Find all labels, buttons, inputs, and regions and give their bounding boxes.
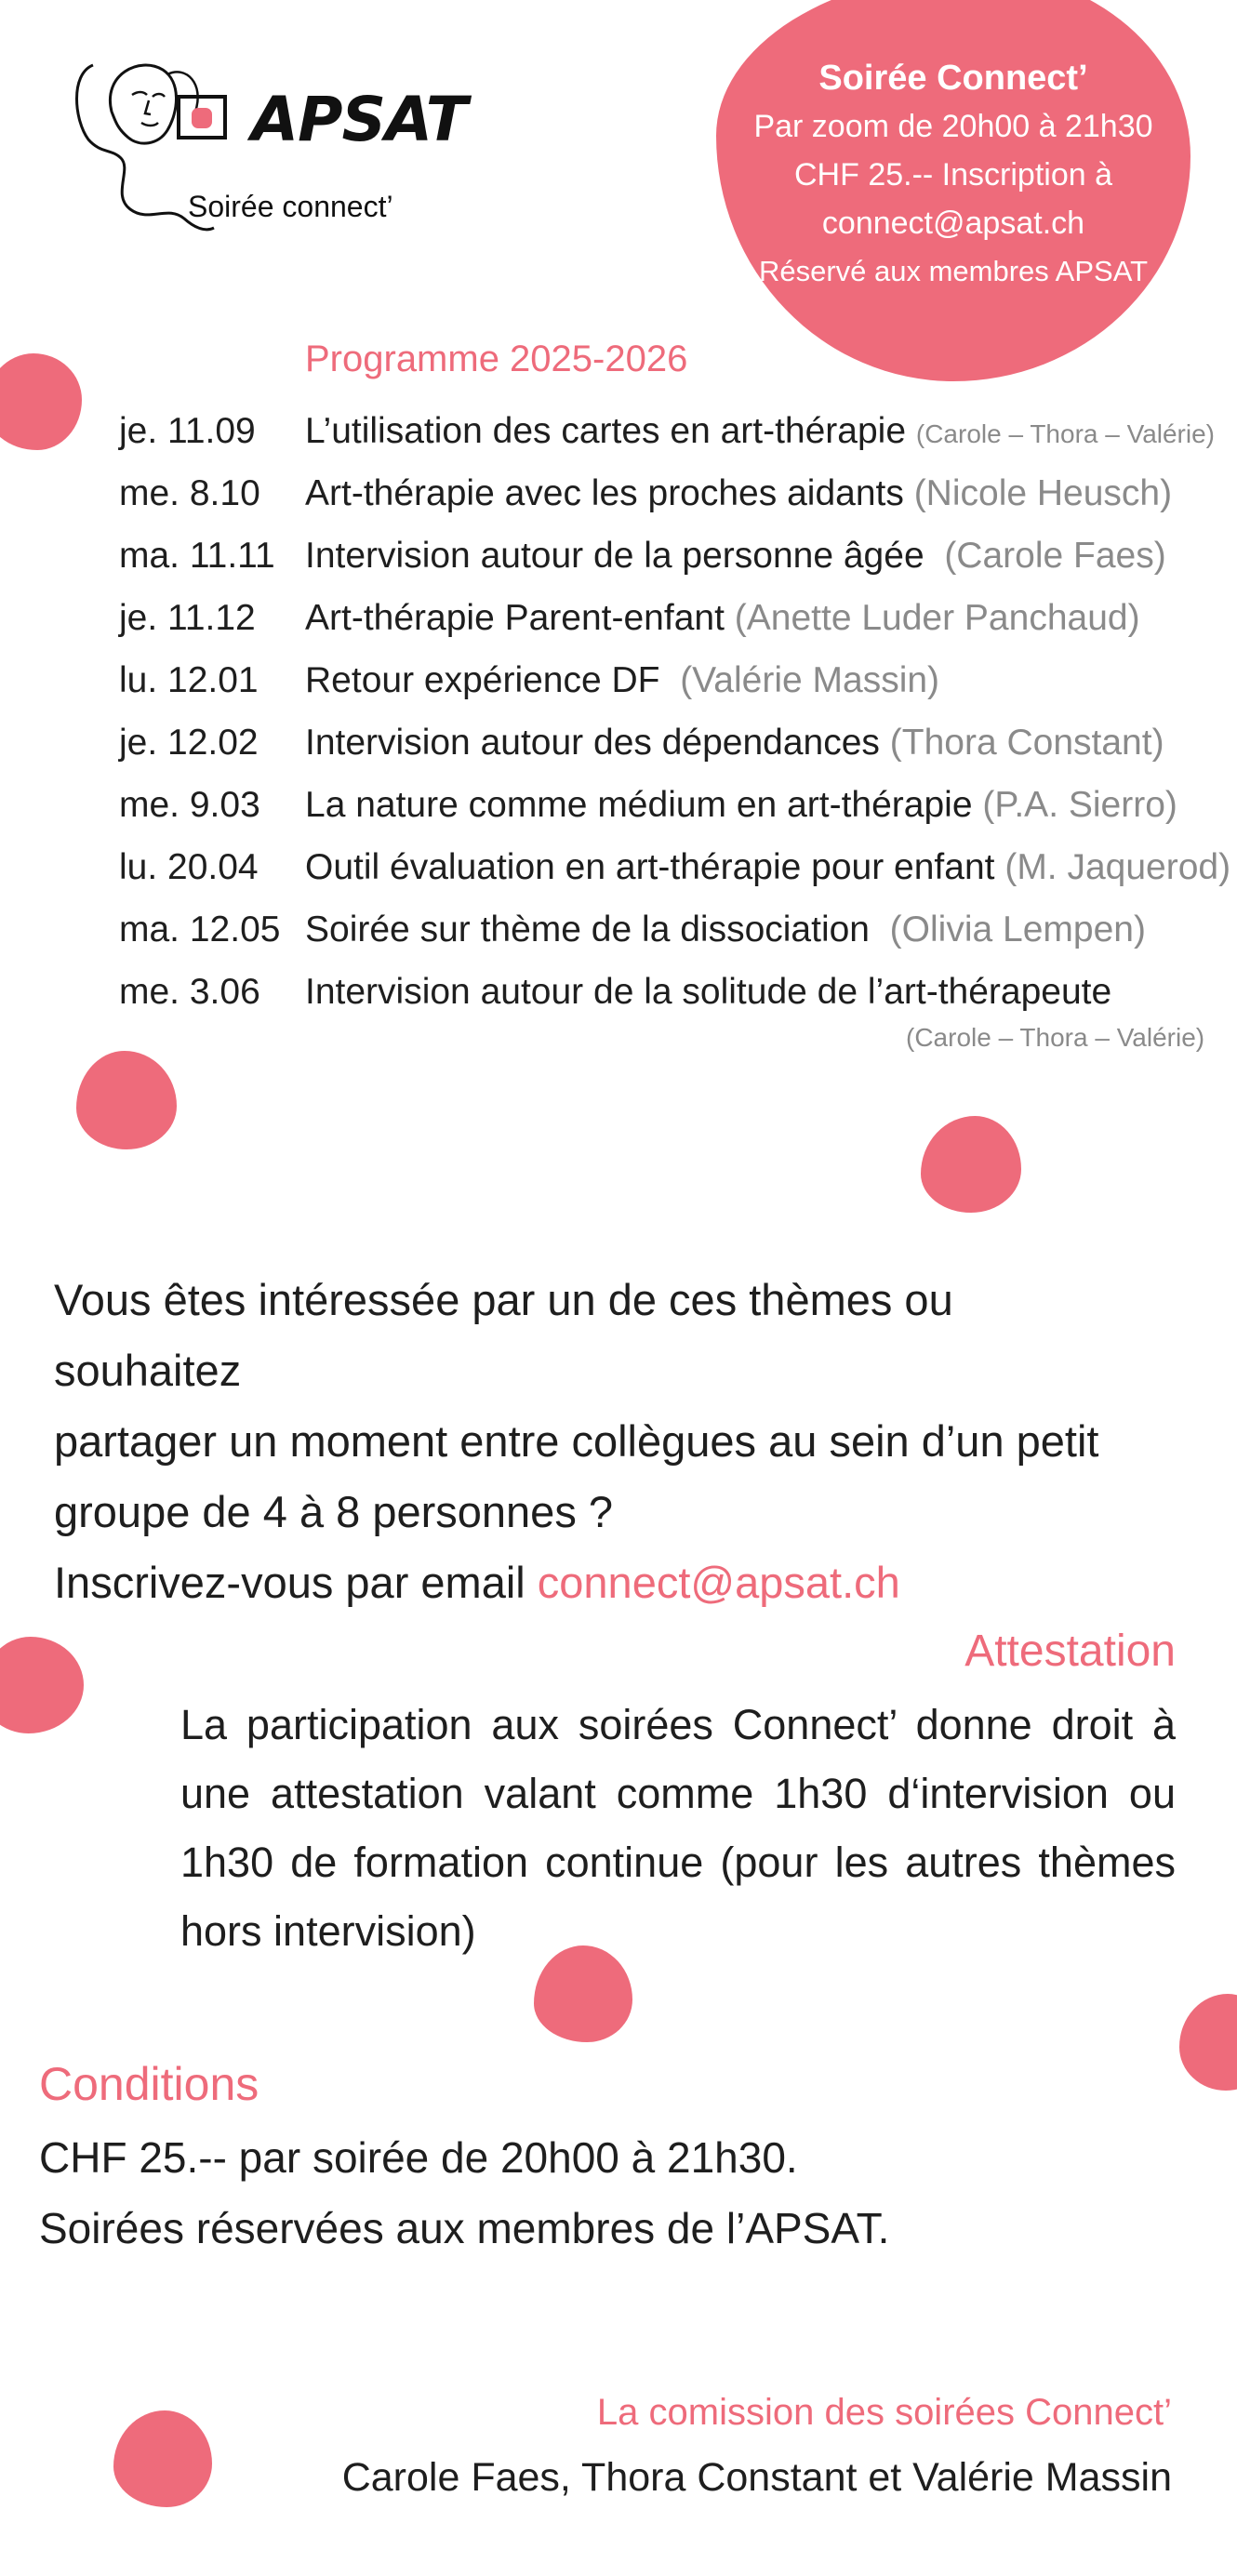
- conditions-line: CHF 25.-- par soirée de 20h00 à 21h30.: [39, 2133, 798, 2182]
- program-row: [119, 400, 1217, 462]
- invitation-text: [54, 1265, 1151, 1618]
- program-topic: Outil évaluation en art-thérapie pour enfant (M. Jaquerod): [305, 847, 1231, 887]
- commission-names: Carole Faes, Thora Constant et Valérie Massin: [341, 2455, 1172, 2500]
- program-row: [119, 961, 1217, 1023]
- program-date: me. 3.06: [119, 972, 260, 1012]
- conditions-body: [39, 2122, 889, 2264]
- program-speaker: (Carole – Thora – Valérie): [915, 419, 1216, 448]
- program-topic: L’utilisation des cartes en art-thérapie (Carole – Thora – Valérie): [305, 411, 1216, 451]
- program-speaker: (Valérie Massin): [680, 660, 940, 700]
- program-row: [119, 836, 1231, 898]
- program-row: [119, 898, 1217, 961]
- program-topic: Art-thérapie avec les proches aidants (Nicole Heusch): [305, 473, 1173, 513]
- program-date: lu. 20.04: [119, 847, 259, 887]
- invite-line: Vous êtes intéressée par un de ces thèmes ou souhaitez: [54, 1275, 953, 1395]
- program-topic: La nature comme médium en art-thérapie (P.A. Sierro): [305, 785, 1177, 825]
- program-speaker: (Anette Luder Panchaud): [734, 598, 1140, 638]
- decor-blob-7: [113, 2410, 212, 2507]
- program-date: ma. 12.05: [119, 910, 281, 949]
- program-date: je. 11.09: [119, 411, 256, 451]
- conditions-line: Soirées réservées aux membres de l’APSAT.: [39, 2204, 890, 2252]
- program-date: ma. 11.11: [119, 536, 275, 576]
- attestation-title: Attestation: [964, 1627, 1176, 1676]
- program-speaker: (Nicole Heusch): [913, 473, 1173, 513]
- logo-wordmark: APSAT: [251, 84, 467, 155]
- program-topic: Art-thérapie Parent-enfant (Anette Luder Panchaud): [305, 598, 1140, 638]
- program-title: Programme 2025-2026: [305, 339, 688, 379]
- program-row: [119, 587, 1217, 649]
- program-speaker: (Olivia Lempen): [889, 910, 1146, 949]
- program-speaker-last: (Carole – Thora – Valérie): [906, 1023, 1205, 1052]
- conditions-title: Conditions: [39, 2058, 259, 2110]
- program-speaker: (P.A. Sierro): [982, 785, 1177, 825]
- apsat-logo: [74, 56, 467, 242]
- program-row: [119, 462, 1217, 524]
- info-schedule: Par zoom de 20h00 à 21h30: [753, 109, 1153, 144]
- program-topic: Intervision autour des dépendances (Thora Constant): [305, 723, 1164, 763]
- program-date: me. 8.10: [119, 473, 260, 513]
- info-title: Soirée Connect’: [818, 59, 1088, 98]
- program-topic: Intervision autour de la solitude de l’art-thérapeute: [305, 972, 1112, 1012]
- program-row: [119, 711, 1217, 774]
- program-speaker: (Carole Faes): [944, 536, 1166, 576]
- program-topic: Soirée sur thème de la dissociation (Olivia Lempen): [305, 910, 1146, 949]
- attestation-body: La participation aux soirées Connect’ donne droit à une attestation valant comme 1h30 d‘intervision ou 1h30 de formation continue (pour les autres thèmes hors intervision): [180, 1701, 1176, 1955]
- program-date: lu. 12.01: [119, 660, 259, 700]
- invite-line: Inscrivez-vous par email connect@apsat.ch: [54, 1558, 900, 1607]
- decor-blob-3: [921, 1116, 1021, 1213]
- invite-line: partager un moment entre collègues au sein d’un petit: [54, 1416, 1099, 1466]
- program-topic: Retour expérience DF (Valérie Massin): [305, 660, 940, 700]
- program-speaker: (Thora Constant): [889, 723, 1164, 763]
- program-date: je. 11.12: [119, 598, 256, 638]
- decor-blob-6: [1179, 1994, 1237, 2091]
- logo-subtitle: Soirée connect’: [188, 190, 393, 223]
- decor-blob-4: [0, 1637, 84, 1733]
- invite-line: groupe de 4 à 8 personnes ?: [54, 1487, 614, 1536]
- program-topic: Intervision autour de la personne âgée (Carole Faes): [305, 536, 1166, 576]
- program-row: [119, 524, 1217, 587]
- program-row: [119, 649, 1217, 711]
- program-row: [119, 774, 1217, 836]
- info-members-only: Réservé aux membres APSAT: [758, 255, 1149, 287]
- program-date: me. 9.03: [119, 785, 260, 825]
- commission-title: La comission des soirées Connect’: [596, 2392, 1172, 2433]
- info-email: connect@apsat.ch: [821, 206, 1085, 241]
- info-price: CHF 25.-- Inscription à: [794, 157, 1112, 193]
- program-date: je. 12.02: [119, 723, 259, 763]
- program-speaker: (M. Jaquerod): [1004, 847, 1231, 887]
- program-list: [119, 400, 1231, 1023]
- signup-email-link[interactable]: connect@apsat.ch: [537, 1558, 900, 1607]
- decor-blob-1: [0, 353, 82, 450]
- info-bubble: [716, 0, 1190, 381]
- decor-blob-2: [76, 1051, 177, 1149]
